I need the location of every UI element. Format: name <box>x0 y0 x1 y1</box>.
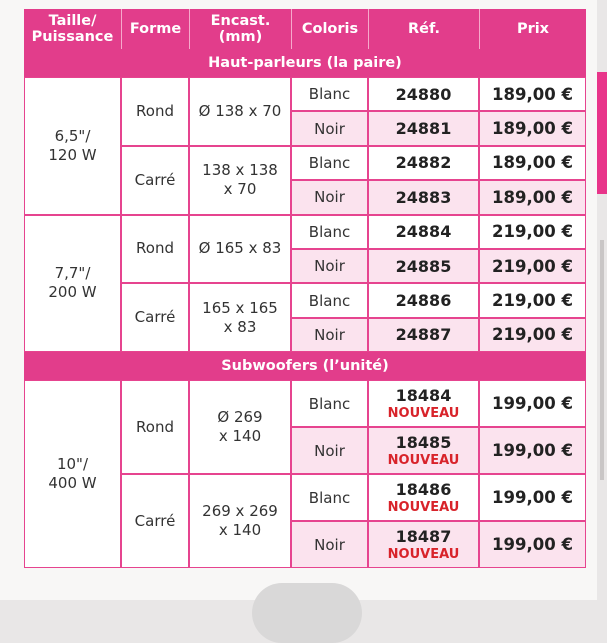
price-cell: 219,00 € <box>479 215 586 249</box>
color-cell: Noir <box>291 180 368 214</box>
reference-number: 24884 <box>395 222 452 242</box>
price-cell: 219,00 € <box>479 318 586 352</box>
color-cell: Blanc <box>291 283 368 317</box>
size-power-cell: 6,5"/ 120 W <box>24 77 121 215</box>
reference-number: 24885 <box>395 256 452 276</box>
reference-number: 24882 <box>395 153 452 173</box>
reference-number: 18484 <box>395 386 452 406</box>
cutout-cell: Ø 138 x 70 <box>189 77 291 146</box>
bottom-product-image <box>252 583 362 643</box>
header-taille: Taille/ Puissance <box>24 9 121 49</box>
new-badge: NOUVEAU <box>387 406 460 422</box>
reference-number: 18487 <box>395 527 452 547</box>
price-cell: 189,00 € <box>479 77 586 111</box>
cutout-cell: Ø 165 x 83 <box>189 215 291 284</box>
reference-cell <box>368 283 479 317</box>
size-power-cell: 10"/ 400 W <box>24 380 121 568</box>
new-badge: NOUVEAU <box>387 453 460 469</box>
price-cell: 199,00 € <box>479 474 586 521</box>
cutout-cell: Ø 269 x 140 <box>189 380 291 474</box>
side-tab-marker <box>597 72 607 194</box>
shape-cell: Carré <box>121 146 189 215</box>
section-title: Haut-parleurs (la paire) <box>24 49 586 77</box>
shape-cell: Rond <box>121 380 189 474</box>
color-cell: Blanc <box>291 77 368 111</box>
header-coloris: Coloris <box>291 9 368 49</box>
reference-number: 18485 <box>395 433 452 453</box>
new-badge: NOUVEAU <box>387 500 460 516</box>
price-cell: 189,00 € <box>479 111 586 145</box>
section-title: Subwoofers (l’unité) <box>24 352 586 380</box>
reference-cell <box>368 521 479 568</box>
reference-number: 24887 <box>395 325 452 345</box>
price-cell: 189,00 € <box>479 180 586 214</box>
cutout-cell: 138 x 138 x 70 <box>189 146 291 215</box>
new-badge: NOUVEAU <box>387 547 460 563</box>
color-cell: Noir <box>291 249 368 283</box>
reference-number: 24883 <box>395 187 452 207</box>
cutout-cell: 269 x 269 x 140 <box>189 474 291 568</box>
color-cell: Blanc <box>291 215 368 249</box>
header-forme: Forme <box>121 9 189 49</box>
shape-cell: Rond <box>121 215 189 284</box>
price-cell: 199,00 € <box>479 521 586 568</box>
color-cell: Noir <box>291 111 368 145</box>
price-cell: 199,00 € <box>479 380 586 427</box>
reference-cell <box>368 249 479 283</box>
header-prix: Prix <box>479 9 586 49</box>
color-cell: Blanc <box>291 380 368 427</box>
shape-cell: Carré <box>121 474 189 568</box>
cutout-cell: 165 x 165 x 83 <box>189 283 291 352</box>
price-cell: 199,00 € <box>479 427 586 474</box>
reference-cell <box>368 427 479 474</box>
reference-cell <box>368 77 479 111</box>
reference-cell <box>368 215 479 249</box>
price-cell: 189,00 € <box>479 146 586 180</box>
price-cell: 219,00 € <box>479 249 586 283</box>
price-cell: 219,00 € <box>479 283 586 317</box>
header-encast: Encast. (mm) <box>189 9 291 49</box>
reference-cell <box>368 146 479 180</box>
reference-cell <box>368 111 479 145</box>
color-cell: Noir <box>291 318 368 352</box>
reference-cell <box>368 318 479 352</box>
reference-number: 24886 <box>395 291 452 311</box>
color-cell: Noir <box>291 427 368 474</box>
color-cell: Blanc <box>291 474 368 521</box>
header-ref: Réf. <box>368 9 479 49</box>
shape-cell: Rond <box>121 77 189 146</box>
reference-number: 24880 <box>395 84 452 104</box>
color-cell: Noir <box>291 521 368 568</box>
reference-number: 24881 <box>395 119 452 139</box>
reference-number: 18486 <box>395 480 452 500</box>
side-scroll-bar <box>600 240 604 480</box>
reference-cell <box>368 180 479 214</box>
reference-cell <box>368 380 479 427</box>
reference-cell <box>368 474 479 521</box>
shape-cell: Carré <box>121 283 189 352</box>
color-cell: Blanc <box>291 146 368 180</box>
size-power-cell: 7,7"/ 200 W <box>24 215 121 353</box>
